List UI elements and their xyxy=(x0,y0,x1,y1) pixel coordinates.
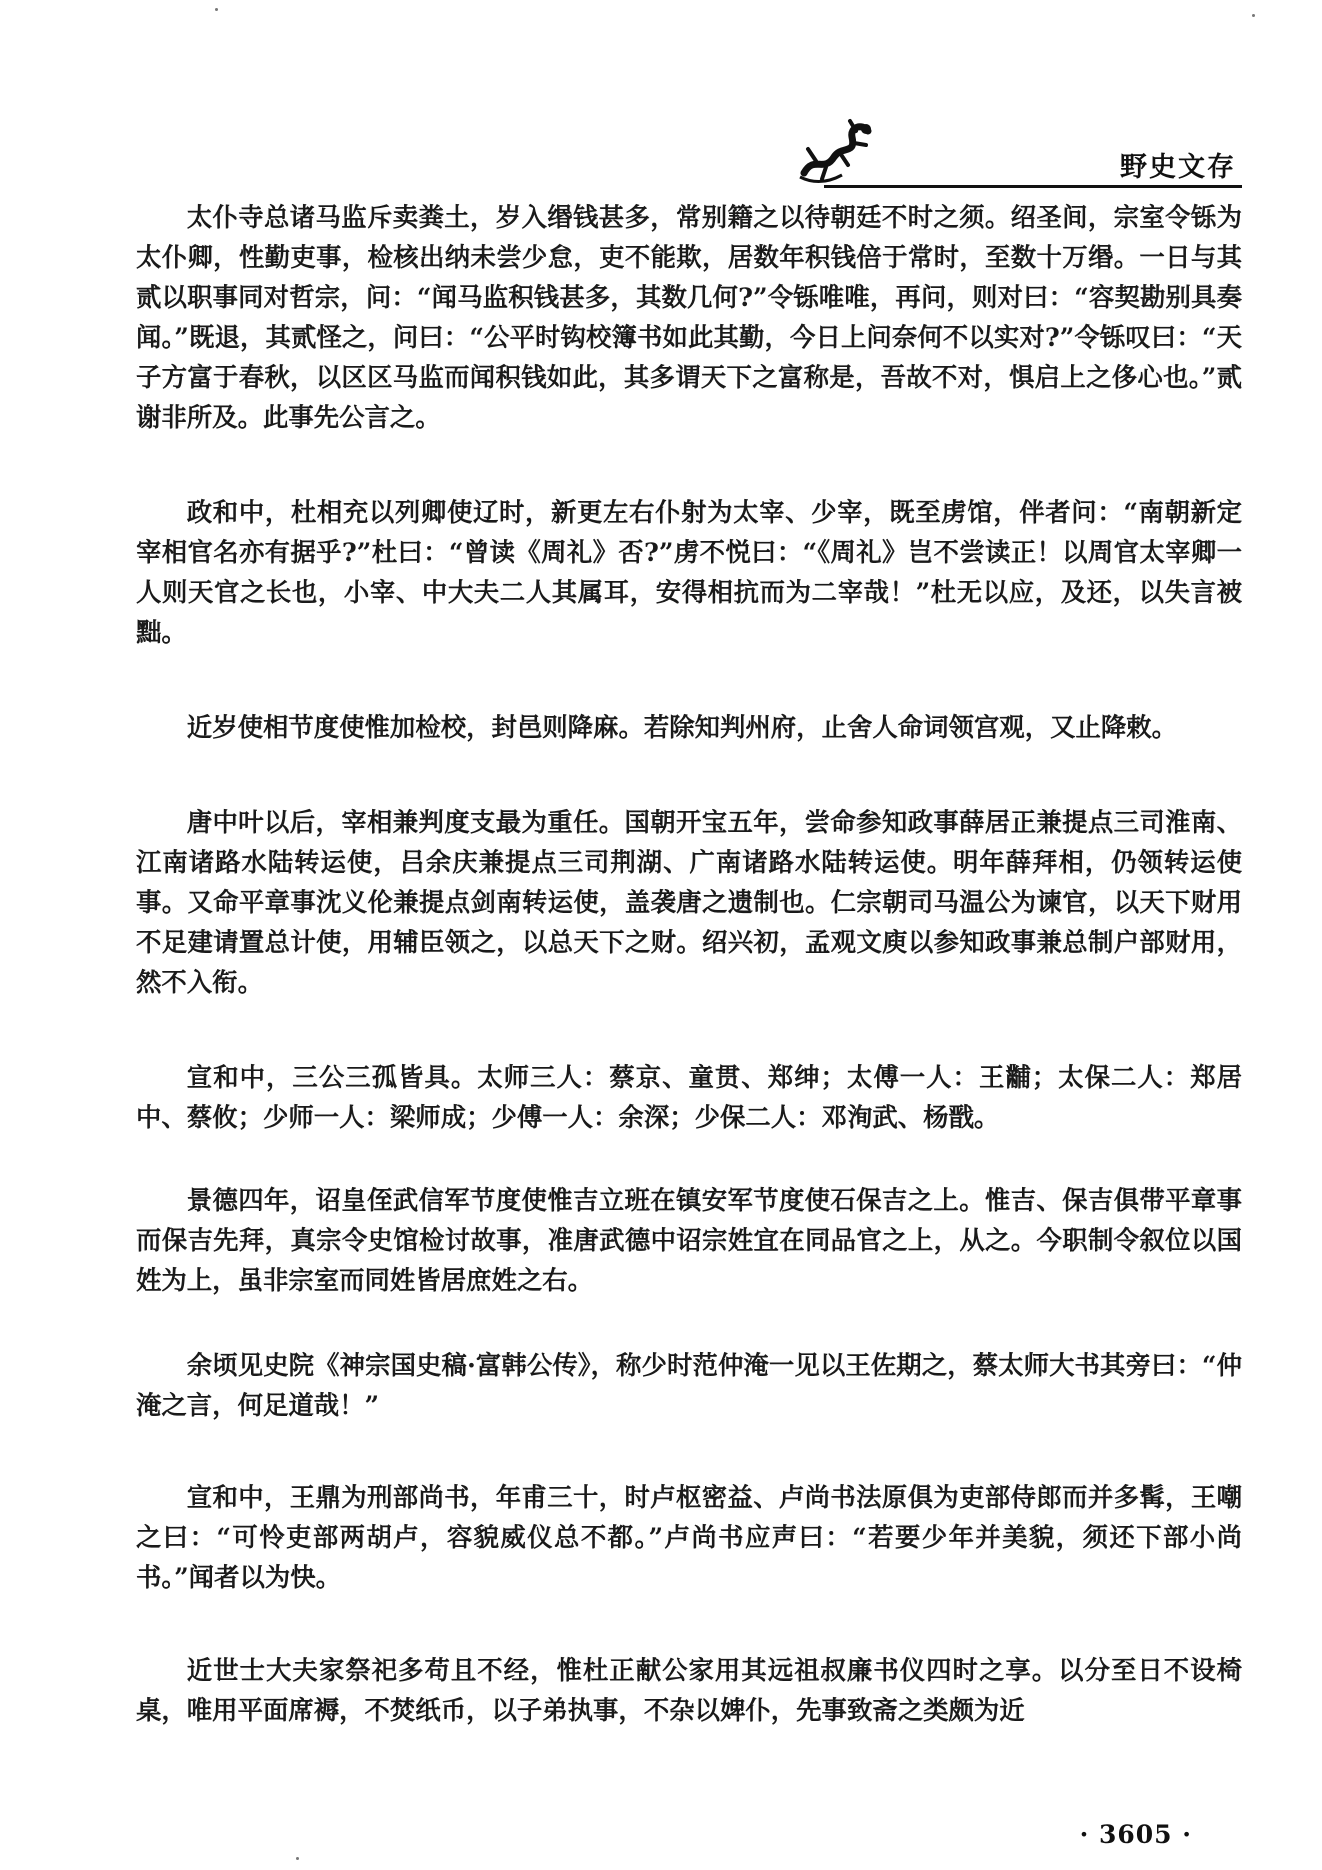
paragraph-3: 近岁使相节度使惟加检校，封邑则降麻。若除知判州府，止舍人命词领宫观，又止降敕。 xyxy=(186,712,1178,742)
paragraph-2: 政和中，杜相充以列卿使辽时，新更左右仆射为太宰、少宰，既至虏馆，伴者问：“南朝新定宰相官名亦有据乎?”杜曰：“曾读《周礼》否?”虏不悦曰：“《周礼》岂不尝读正！以周官太宰卿一人则天官之长也，小宰、中大夫二人其属耳，安得相抗而为二宰哉！”杜无以应，及还，以失言被黜。 xyxy=(136,497,1242,647)
header-rule xyxy=(824,185,1242,188)
scan-speck xyxy=(215,8,218,11)
paragraph-4: 唐中叶以后，宰相兼判度支最为重任。国朝开宝五年，尝命参知政事薛居正兼提点三司淮南、江南诸路水陆转运使，吕余庆兼提点三司荆湖、广南诸路水陆转运使。明年薛拜相，仍领转运使事。又命平章事沈义伦兼提点剑南转运使，盖袭唐之遗制也。仁宗朝司马温公为谏官，以天下财用不足建请置总计使，用辅臣领之，以总天下之财。绍兴初，孟观文庾以参知政事兼总制户部财用，然不入衔。 xyxy=(136,807,1242,997)
header-title: 野史文存 xyxy=(1120,152,1236,183)
paragraph-7: 余顷见史院《神宗国史稿·富韩公传》，称少时范仲淹一见以王佐期之，蔡太师大书其旁曰：“仲淹之言，何足道哉！” xyxy=(136,1350,1242,1420)
scan-speck xyxy=(296,1857,299,1860)
paragraph-8: 宣和中，王鼎为刑部尚书，年甫三十，时卢枢密益、卢尚书法原俱为吏部侍郎而并多髯，王嘲之曰：“可怜吏部两胡卢，容貌威仪总不都。”卢尚书应声曰：“若要少年并美貌，须还下部小尚书。”闻者以为快。 xyxy=(136,1482,1242,1592)
paragraph-5: 宣和中，三公三孤皆具。太师三人：蔡京、童贯、郑绅；太傅一人：王黼；太保二人：郑居中、蔡攸；少师一人：梁师成；少傅一人：余深；少保二人：邓洵武、杨戬。 xyxy=(136,1062,1242,1132)
paragraph-9: 近世士大夫家祭祀多苟且不经，惟杜正献公家用其远祖叔廉书仪四时之享。以分至日不设椅桌，唯用平面席褥，不焚纸币，以子弟执事，不杂以婢仆，先事致斋之类颇为近 xyxy=(136,1655,1242,1725)
body-text xyxy=(136,197,1242,1730)
paragraph-6: 景德四年，诏皇侄武信军节度使惟吉立班在镇安军节度使石保吉之上。惟吉、保吉俱带平章事而保吉先拜，真宗令史馆检讨故事，准唐武德中诏宗姓宜在同品官之上，从之。今职制令叙位以国姓为上，虽非宗室而同姓皆居庶姓之右。 xyxy=(136,1185,1242,1295)
scan-speck xyxy=(1252,14,1255,17)
dragon-emblem-icon xyxy=(796,115,876,190)
running-header xyxy=(796,115,1242,193)
paragraph-1: 太仆寺总诸马监斥卖粪土，岁入缗钱甚多，常别籍之以待朝廷不时之须。绍圣间，宗室令铄为太仆卿，性勤吏事，检核出纳未尝少怠，吏不能欺，居数年积钱倍于常时，至数十万缗。一日与其贰以职事同对哲宗，问：“闻马监积钱甚多，其数几何?”令铄唯唯，再问，则对曰：“容契勘别具奏闻。”既退，其贰怪之，问曰：“公平时钩校簿书如此其勤，今日上问奈何不以实对?”令铄叹曰：“天子方富于春秋，以区区马监而闻积钱如此，其多谓天下之富称是，吾故不对，惧启上之侈心也。”贰谢非所及。此事先公言之。 xyxy=(136,202,1242,432)
page-number: · 3605 · xyxy=(1079,1820,1192,1849)
